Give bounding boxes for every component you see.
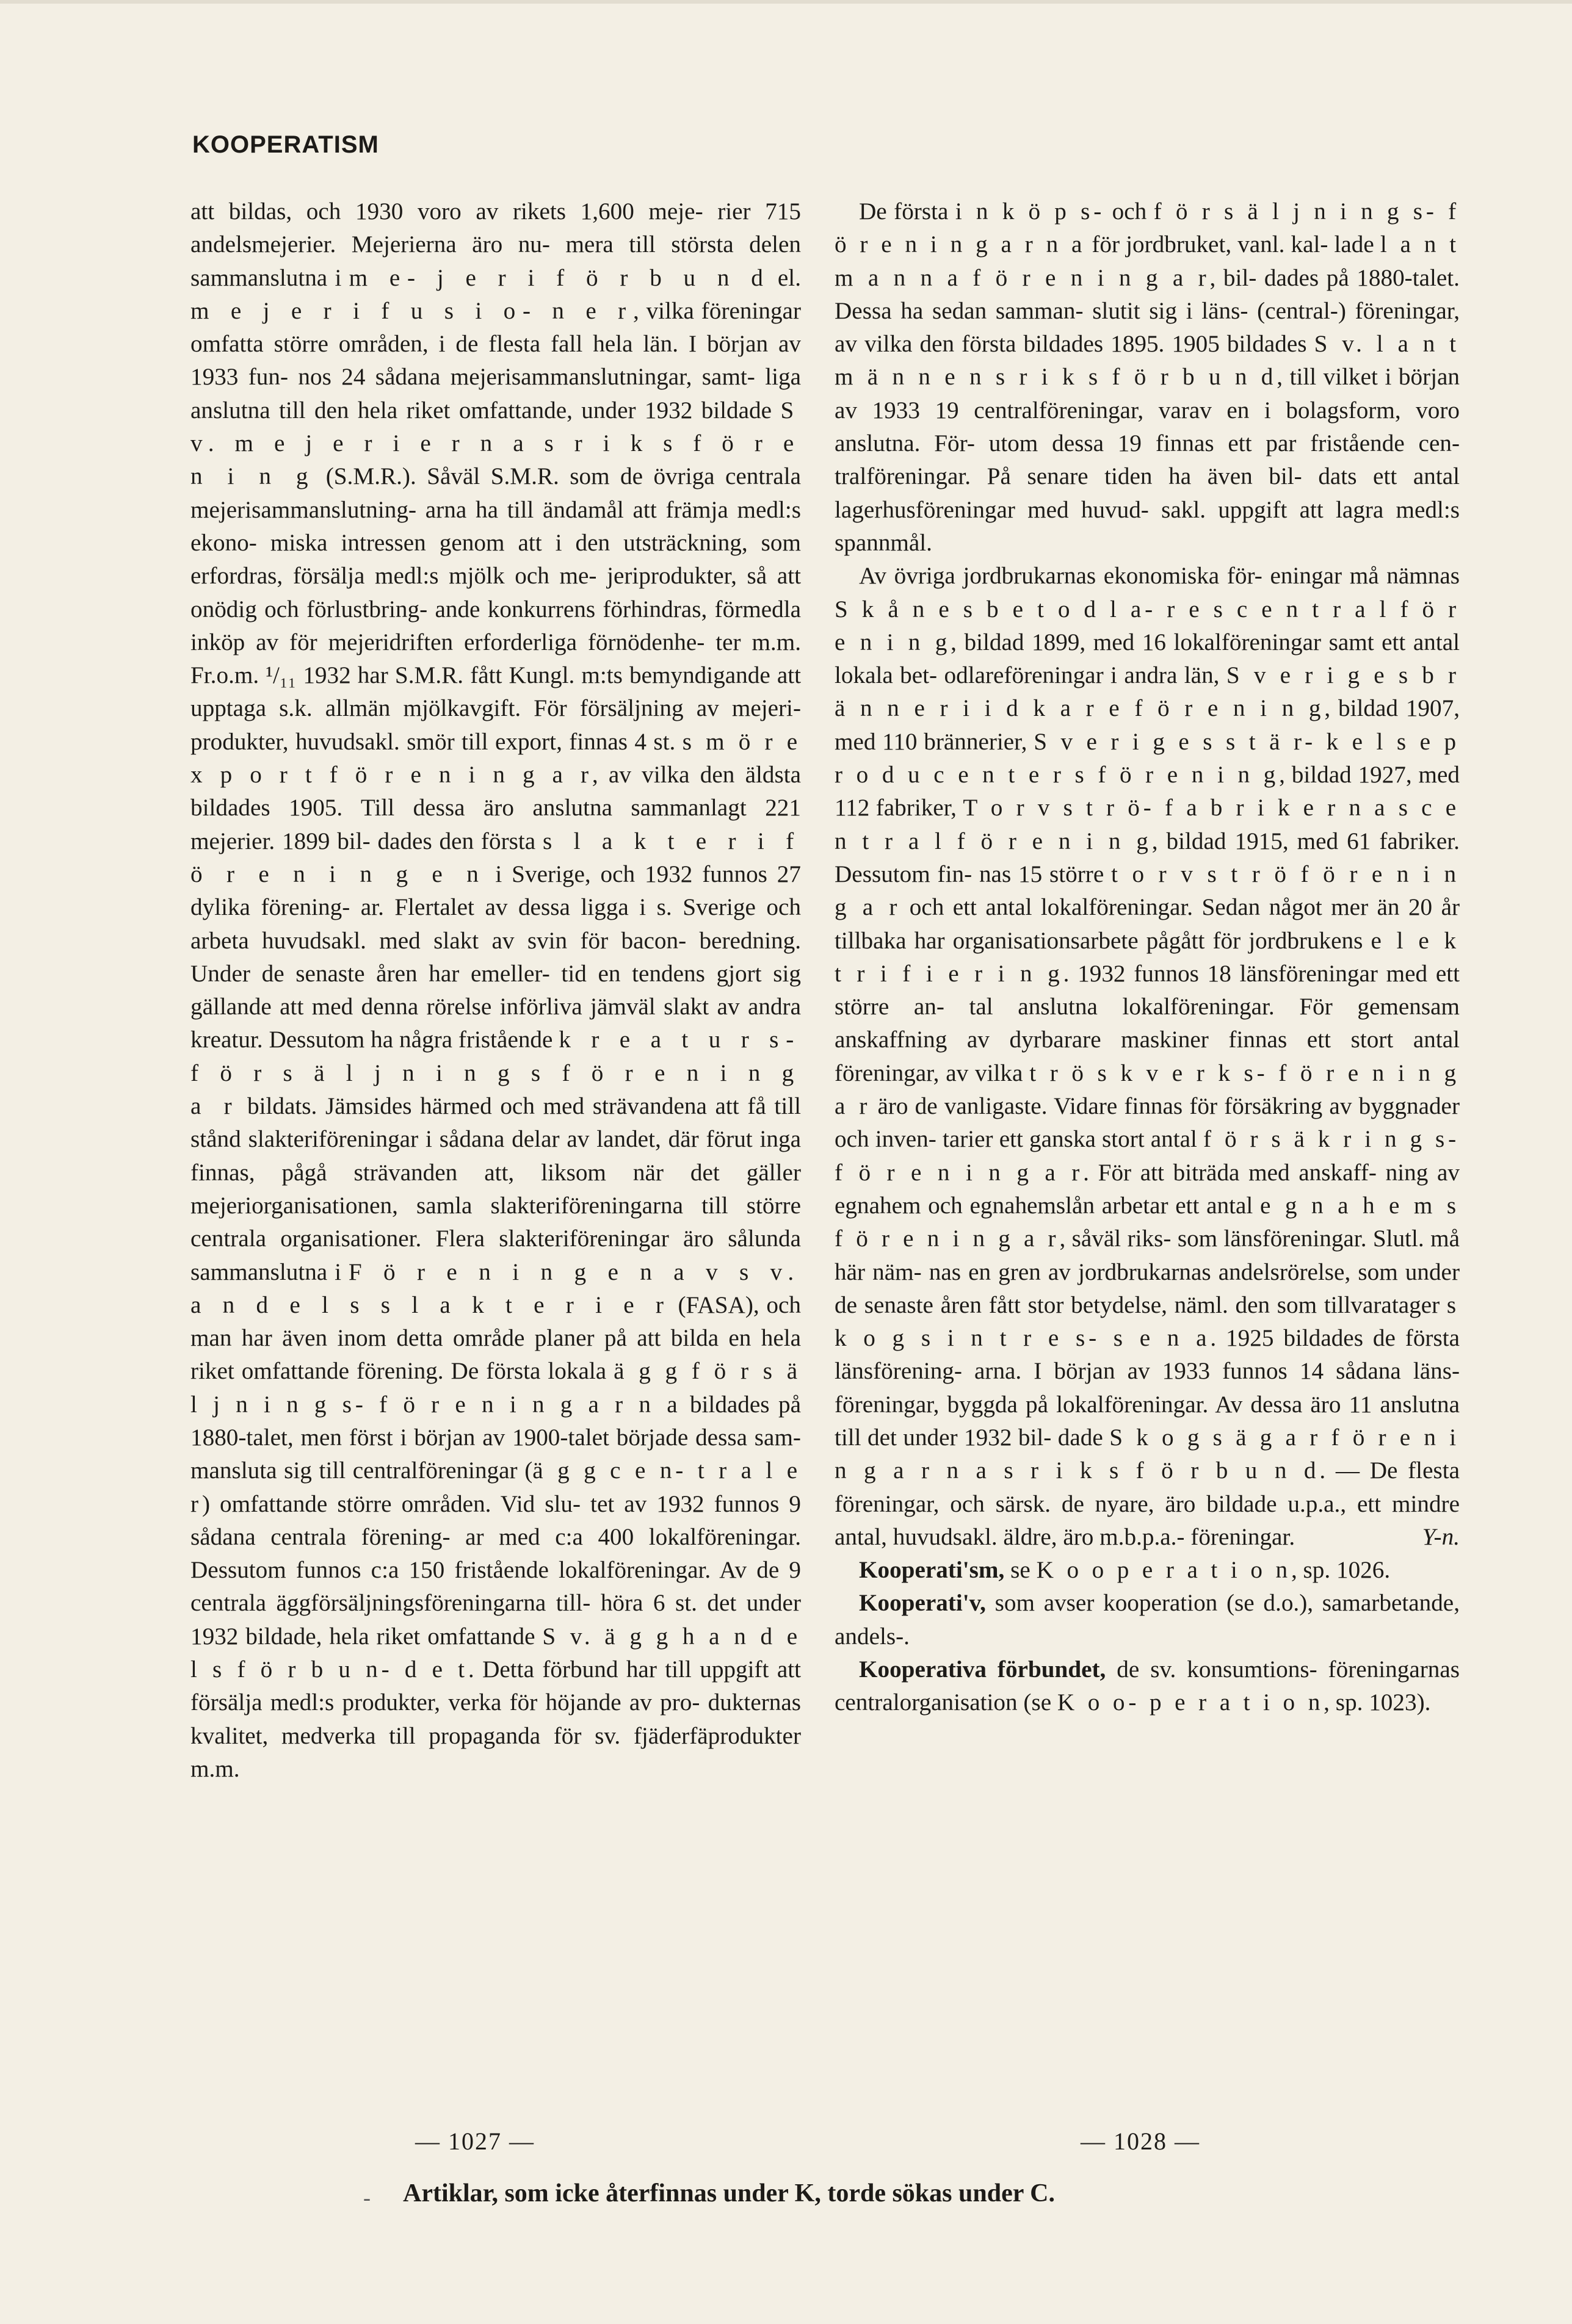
spaced-term: t r ö s k v e r k s- f ö r e n i n g a r — [835, 1059, 1460, 1120]
text-run: ) omfattande större områden. Vid slu- tet av 1932 funnos 9 sådana centrala förening- ar med c:a 400 lokalföreningar. Dessutom funnos c:a 150 fristående lokalföreningar. Av de 9 centrala äggförsäljningsföreningarna till- höra 6 st. det under 1932 bildade, hela riket omfattande — [190, 1490, 801, 1650]
cross-reference: K o o- p e r a t i o n — [1057, 1689, 1324, 1716]
text-run: . Detta förbund har till uppgift att försälja medl:s produkter, verka för höjande av pro- dukternas kvalitet, medverka till propaganda för sv. fjäderfäprodukter m.m. — [190, 1656, 801, 1782]
spaced-term: S v. l a n t m ä n n e n s r i k s f ö r b u n d — [835, 331, 1460, 391]
running-head: KOOPERATISM — [192, 131, 379, 158]
spaced-term: ä g g c e n- t r a l e r — [190, 1457, 801, 1517]
text-run: , bil- dades på 1880-talet. Dessa ha sedan samman- slutit sig i läns- (central-) föreningar, av vilka den första bildades 1895. 1905 bildades — [835, 264, 1460, 358]
right-column — [835, 195, 1460, 1720]
text-run: och — [1105, 198, 1154, 225]
spaced-term: m e j e r i f u s i o- n e r — [190, 297, 633, 324]
spaced-term: l a n t m a n n a f ö r e n i n g a r — [835, 231, 1460, 291]
text-run: , bildad 1927, med 112 fabriker, — [835, 762, 1460, 821]
entry-kooperativ — [835, 1587, 1460, 1653]
text-run: De första — [859, 198, 955, 225]
spaced-term: e g n a h e m s f ö r e n i n g a r — [835, 1192, 1460, 1252]
text-run: , sp. 1023). — [1324, 1689, 1431, 1716]
spaced-term: e l e k t r i f i e r i n g — [835, 927, 1460, 987]
text-run: (FASA), och man har även inom detta område planer på att bilda en hela riket omfattande förening. De första lokala — [190, 1291, 801, 1385]
stray-mark: - — [363, 2185, 371, 2210]
text-run: äro de vanligaste. Vidare finnas för försäkring av byggnader och inven- tarier ett ganska stort antal — [835, 1093, 1460, 1153]
spaced-term: S k o g s ä g a r f ö r e n i n g a r n a s r i k s f ö r b u n d — [835, 1424, 1460, 1484]
page-number-right: — 1028 — — [1081, 2127, 1200, 2155]
text-run: i Sverige, och 1932 funnos 27 dylika förening- ar. Flertalet av dessa ligga i s. Sverige och arbeta huvudsakl. med slakt av svin för bacon- beredning. Under de senaste åren har emeller- tid en tendens gjort sig gällande att med denna rörelse införliva jämväl slakt av andra kreatur. Dessutom ha några fristående — [190, 861, 801, 1053]
text-run: bildades på 1880-talet, men först i början av 1900-talet började dessa sam- mansluta sig till centralföreningar ( — [190, 1391, 801, 1484]
right-paragraph-2 — [835, 560, 1460, 1554]
text-run: (S.M.R.). Såväl S.M.R. som de övriga centrala mejerisammanslutning- arna ha till ändamål att främja medl:s ekono- miska intressen genom att i den utsträckning, som erfordras, försälja medl:s mjölk och me- jeriprodukter, så att onödig och förlustbring- ande konkurrens förhindras, förmedla inköp av för mejeridriften erforderliga förnödenhe- ter m.m. Fr.o.m. ¹/₁₁ 1932 har S.M.R. fått Kungl. m:ts bemyndigande att upptaga s.k. allmän mjölkavgift. För försäljning av mejeri- produkter, huvudsakl. smör till export, finnas 4 st. — [190, 463, 801, 755]
spaced-term: s l a k t e r i f ö r e n i n g e n — [190, 828, 801, 887]
entry-headword: Kooperati'sm, — [859, 1557, 1005, 1584]
spaced-term: S k å n e s b e t o d l a- r e s c e n t r a l f ö r e n i n g — [835, 596, 1460, 655]
text-run: bildats. Jämsides härmed och med strävandena att få till stånd slakteriföreningar i sådana delar av landet, där förut inga finnas, pågå strävanden att, liksom när det gäller mejeriorganisationen, samla slakteriföreningarna till större centrala organisationer. Flera slakteriföreningar äro sålunda sammanslutna i — [190, 1093, 801, 1285]
cross-reference: K o o p e r a t i o n — [1036, 1557, 1291, 1584]
text-run: , såväl riks- som länsföreningar. Slutl. må här näm- nas en gren av jordbrukarnas andelsrörelse, som under de senaste åren fått stor betydelse, näml. den som tillvaratager — [835, 1225, 1460, 1318]
spaced-term: ä g g f ö r s ä l j n i n g s- f ö r e n i n g a r n a — [190, 1358, 801, 1418]
text-run: för jordbruket, vanl. kal- lade — [1085, 231, 1380, 258]
spaced-term: F ö r e n i n g e n a v s v. a n d e l s s l a k t e r i e r — [190, 1258, 801, 1318]
text-run: som avser kooperation (se d.o.), samarbetande, andels-. — [835, 1590, 1460, 1650]
entry-kooperatism — [835, 1554, 1460, 1587]
page-number-left: — 1027 — — [415, 2127, 535, 2155]
left-paragraph — [190, 195, 801, 1786]
text-run: de sv. konsumtions- föreningarnas centralorganisation (se — [835, 1656, 1460, 1716]
text-run: Av övriga jordbrukarnas ekonomiska för- eningar må nämnas — [859, 563, 1460, 590]
spaced-term: S v e r i g e s s t ä r- k e l s e p r o d u c e n t e r s f ö r e n i n g — [835, 728, 1460, 789]
text-run: , av vilka den äldsta bildades 1905. Till dessa äro anslutna sammanlagt 221 mejerier. 1899 bil- dades den första — [190, 762, 801, 854]
text-run: . För att biträda med anskaff- ning av egnahem och egnahemslån arbetar ett antal — [835, 1159, 1460, 1219]
spaced-term: f ö r s ä k r i n g s- f ö r e n i n g a r — [835, 1126, 1460, 1186]
spaced-term: S v e r i g e s b r ä n n e r i i d k a r e f ö r e n i n g — [835, 662, 1460, 722]
text-run: , bildad 1915, med 61 fabriker. Dessutom fin- nas 15 större — [835, 828, 1460, 887]
text-run: . 1932 funnos 18 länsföreningar med ett större an- tal anslutna lokalföreningar. För gemensam anskaffning av dyrbarare maskiner finnas ett stort antal föreningar, av vilka — [835, 960, 1460, 1086]
text-run: och ett antal lokalföreningar. Sedan något mer än 20 år tillbaka har organisationsarbete pågått för jordbrukens — [835, 894, 1460, 954]
spaced-term: S v. m e j e r i e r n a s r i k s f ö r e n i n g — [190, 397, 801, 490]
entry-headword: Kooperati'v, — [859, 1590, 986, 1617]
spaced-term: T o r v s t r ö- f a b r i k e r n a s c e n t r a l f ö r e n i n g — [835, 795, 1460, 854]
spaced-term: t o r v s t r ö f ö r e n i n g a r — [835, 861, 1460, 921]
spaced-term: s k o g s i n t r e s- s e n a — [835, 1291, 1460, 1352]
spaced-term: k r e a t u r s- f ö r s ä l j n i n g s f ö r e n i n g a r — [190, 1027, 802, 1120]
footer-note: Artiklar, som icke återfinnas under K, torde sökas under C. — [403, 2179, 1055, 2207]
text-run: el. — [770, 264, 801, 291]
text-run: . 1925 bildades de första länsförening- arna. I början av 1933 funnos 14 sådana läns- föreningar, byggda på lokalföreningar. Av dessa äro 11 anslutna till det under 1932 bil- dade — [835, 1325, 1460, 1451]
spaced-term: s m ö r e x p o r t f ö r e n i n g a r — [190, 728, 801, 789]
spaced-term: S v. ä g g h a n d e l s f ö r b u n- d e t — [190, 1623, 801, 1683]
text-run: , vilka föreningar omfatta större områden, i de flesta fall hela län. I början av 1933 fun- nos 24 sådana mejerisammanslutningar, samt- liga anslutna till den hela riket omfattande, under 1932 bildade — [190, 297, 801, 424]
entry-headword: Kooperativa förbundet, — [859, 1656, 1106, 1683]
text-run: se — [1004, 1557, 1037, 1584]
text-run: , bildad 1899, med 16 lokalföreningar samt ett antal lokala bet- odlareföreningar i andra län, — [835, 629, 1460, 689]
text-run: , sp. 1026. — [1291, 1557, 1391, 1584]
text-run: att bildas, och 1930 voro av rikets 1,600 meje- rier 715 andelsmejerier. Mejerierna äro nu- mera till största delen sammanslutna i — [190, 198, 801, 291]
author-signature: Y-n. — [1422, 1523, 1460, 1550]
left-column — [190, 195, 801, 1786]
right-paragraph-1 — [835, 195, 1460, 560]
spaced-term: f ö r s ä l j n i n g s- f ö r e n i n g a r n a — [835, 198, 1460, 258]
spaced-term: i n k ö p s- — [955, 198, 1106, 225]
text-run: , till vilket i början av 1933 19 centralföreningar, varav en i bolagsform, voro anslutna. För- utom dessa 19 finnas ett par fristående cen- tralföreningar. På senare tiden ha även bil- dats ett antal lagerhusföreningar med huvud- sakl. uppgift att lagra medl:s spannmål. — [835, 364, 1460, 556]
entry-kooperativa-forbundet — [835, 1653, 1460, 1720]
text-run: , bildad 1907, med 110 brännerier, — [835, 695, 1460, 755]
spaced-term: m e- j e r i f ö r b u n d — [349, 264, 770, 291]
text-run: . — De flesta föreningar, och särsk. de nyare, äro bildade u.p.a., ett mindre antal, huvudsakl. äldre, äro m.b.p.a.- föreningar. — [835, 1457, 1460, 1550]
